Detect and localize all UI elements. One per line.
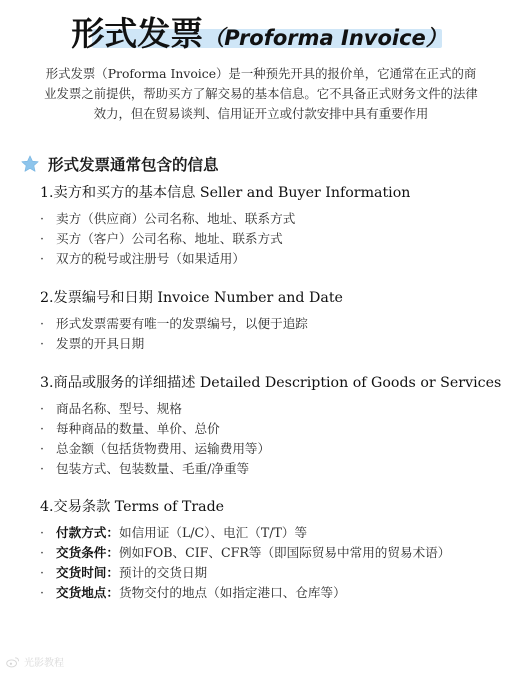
- block-title: 1.卖方和买方的基本信息 Seller and Buyer Information: [40, 185, 411, 201]
- info-block-invoice-number-date: [40, 288, 510, 354]
- bullet: ·: [40, 231, 45, 246]
- watermark-text: 光影教程: [24, 658, 64, 669]
- bullet: ·: [40, 251, 45, 266]
- list-item: [40, 563, 510, 583]
- bullet: ·: [40, 316, 45, 331]
- list-item: [40, 523, 510, 543]
- item-text: 双方的税号或注册号（如果适用）: [56, 251, 245, 266]
- intro-line: 业发票之前提供，帮助买方了解交易的基本信息。它不具备正式财务文件的法律: [44, 86, 478, 101]
- bullet: ·: [40, 211, 45, 226]
- list-item: [40, 314, 510, 334]
- block-title: 2.发票编号和日期 Invoice Number and Date: [40, 290, 343, 306]
- list-item: [40, 229, 510, 249]
- list-item: [40, 399, 510, 419]
- item-text: 预计的交货日期: [118, 565, 208, 580]
- item-text: 商品名称、型号、规格: [56, 401, 182, 416]
- bullet: ·: [40, 585, 45, 600]
- list-item: [40, 439, 510, 459]
- info-block-seller-buyer: [40, 183, 510, 269]
- bullet: ·: [40, 545, 45, 560]
- item-label: 交货条件：: [56, 545, 119, 560]
- intro-line: 效力，但在贸易谈判、信用证开立或付款安排中具有重要作用: [93, 106, 429, 121]
- list-item: [40, 459, 510, 479]
- intro-line: 形式发票（Proforma Invoice）是一种预先开具的报价单，它通常在正式的商: [45, 66, 477, 81]
- bullet: ·: [40, 525, 45, 540]
- watermark: [6, 654, 64, 669]
- star-icon: [20, 154, 40, 174]
- item-text: 货物交付的地点（如指定港口、仓库等）: [118, 585, 346, 600]
- item-label: 交货地点：: [56, 585, 119, 600]
- intro-paragraph: [30, 64, 492, 124]
- bullet: ·: [40, 565, 45, 580]
- section-title: 形式发票通常包含的信息: [48, 156, 219, 174]
- weibo-logo-icon: [6, 656, 20, 668]
- bullet: ·: [40, 336, 45, 351]
- bullet: ·: [40, 441, 45, 456]
- title-chinese: 形式发票: [71, 14, 204, 53]
- list-item: [40, 249, 510, 269]
- info-block-terms-of-trade: [40, 497, 510, 603]
- info-block-goods-description: [40, 373, 510, 479]
- item-text: 买方（客户）公司名称、地址、联系方式: [56, 231, 283, 246]
- list-item: [40, 419, 510, 439]
- section-heading: [20, 153, 219, 175]
- page-header: [0, 6, 518, 54]
- title-english: （Proforma Invoice）: [203, 26, 447, 50]
- item-text: 总金额（包括货物费用、运输费用等）: [56, 441, 271, 456]
- list-item: [40, 209, 510, 229]
- item-text: 例如FOB、CIF、CFR等（即国际贸易中常用的贸易术语）: [118, 545, 451, 560]
- item-text: 包装方式、包装数量、毛重/净重等: [56, 461, 250, 476]
- list-item: [40, 334, 510, 354]
- bullet: ·: [40, 461, 45, 476]
- list-item: [40, 543, 510, 563]
- bullet: ·: [40, 421, 45, 436]
- item-text: 形式发票需要有唯一的发票编号，以便于追踪: [56, 316, 308, 331]
- page-title: [0, 8, 518, 55]
- item-label: 付款方式：: [56, 525, 119, 540]
- block-title: 4.交易条款 Terms of Trade: [40, 499, 225, 515]
- bullet: ·: [40, 401, 45, 416]
- item-text: 如信用证（L/C）、电汇（T/T）等: [118, 525, 308, 540]
- item-text: 卖方（供应商）公司名称、地址、联系方式: [56, 211, 296, 226]
- item-text: 每种商品的数量、单价、总价: [56, 421, 220, 436]
- item-text: 发票的开具日期: [56, 336, 145, 351]
- item-label: 交货时间：: [56, 565, 119, 580]
- list-item: [40, 583, 510, 603]
- block-title: 3.商品或服务的详细描述 Detailed Description of Goods or Services: [40, 375, 502, 391]
